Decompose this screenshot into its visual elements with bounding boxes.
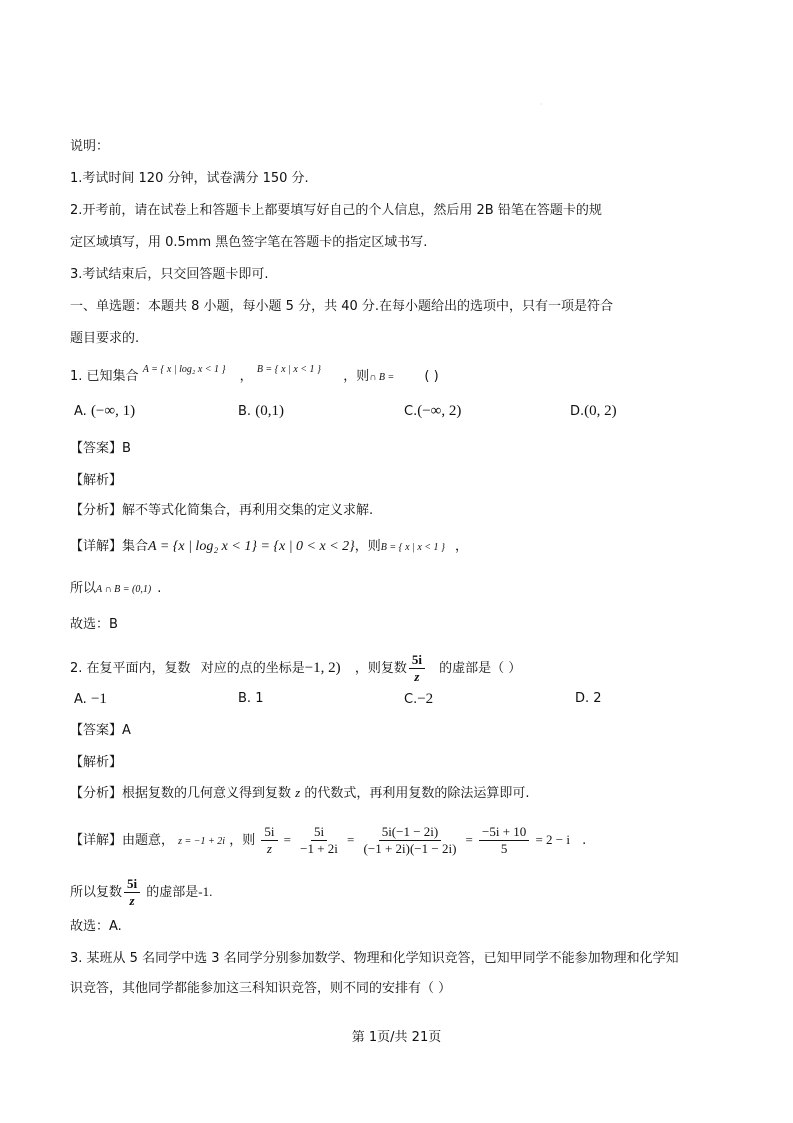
scan-mark: · [540,100,543,109]
question-1 [70,364,439,387]
question-3-line-2: 识竞答，其他同学都能参加这三科知识竞答，则不同的安排有（ ） [70,981,452,996]
question-1-conclusion-math: A ∩ B = (0,1) [96,584,152,595]
question-2-fraction: $\frac{5i}{z}$ [409,652,425,685]
question-1-detail-set-b: B = { x | x < 1 } [380,542,446,553]
question-2-fenxi: 【分析】根据复数的几何意义得到复数 z 的代数式，再利用复数的除法运算即可. [70,785,530,801]
question-1-answer: 【答案】B [70,441,131,456]
question-1-number: 1. [70,369,83,384]
question-1-option-d: D.(0, 2) [570,403,617,419]
question-1-choice: 故选：B [70,617,118,632]
question-2-answer: 【答案】A [70,723,131,738]
question-3-line-1: 3. 某班从 5 名同学中选 3 名同学分别参加数学、物理和化学知识竞答，已知甲同学不能参加物理和化学知 [70,951,679,966]
question-1-fenxi: 【分析】解不等式化简集合，再利用交集的定义求解. [70,503,374,518]
question-2-analysis-tag: 【解析】 [70,755,123,770]
question-2-detail-frac-3: $\frac{5i(-1 - 2i)}{(-1 + 2i)(-1 - 2i)}$ [363,824,457,856]
question-2: 2. 在复平面内，复数 对应的点的坐标是−1, 2) ，则复数 $\frac{5i}{z}$ 的虚部是（ ） [70,652,522,684]
question-1-analysis-tag: 【解析】 [70,473,123,488]
question-1-then: ，则 [343,369,370,384]
question-1-set-b: B = { x | x < 1 } [256,364,322,375]
question-2-conclusion-value: -1. [198,884,213,899]
question-1-stem: 已知集合 [86,369,139,384]
question-1-conclusion: 所以A ∩ B = (0,1) . [70,581,162,596]
question-1-detail: 【详解】集合A = {x | log₂ x < 1} = {x | 0 < x < 2}，则B = { x | x < 1 } ， [70,539,469,554]
section-heading-line-1: 一、单选题：本题共 8 小题，每小题 5 分，共 40 分.在每小题给出的选项中，只有一项是符合 [70,299,614,314]
question-1-option-c: C.(−∞, 2) [404,403,462,419]
question-2-detail: 【详解】由题意， z = −1 + 2i ，则 $\frac{5i}{z}$ = $\frac{5i}{-1 + 2i}$ = $\frac{5i(-1 - 2i)}{(-1 + 2i)(-1 - 2i)}$ = $\frac{-5i + 10}{5}$ = 2 − i . [70,824,587,856]
notes-item-1: 1.考试时间 120 分钟，试卷满分 150 分. [70,171,309,186]
question-2-detail-frac-4: $\frac{-5i + 10}{5}$ [479,824,529,857]
notes-item-3: 定区域填写，用 0.5mm 黑色签字笔在答题卡的指定区域书写. [70,235,428,250]
question-1-separator: ， [239,369,253,384]
question-2-option-d: D. 2 [575,691,602,706]
question-2-conclusion-frac: $\frac{5i}{z}$ [124,876,140,909]
question-2-detail-z: z = −1 + 2i [178,836,226,847]
page-footer: 第 1页/共 21页 [351,1030,442,1045]
question-2-detail-frac-2: $\frac{5i}{-1 + 2i}$ [300,824,338,856]
question-2-option-b: B. 1 [238,691,264,706]
section-heading-line-2: 题目要求的. [70,331,140,346]
question-2-detail-frac-1: $\frac{5i}{z}$ [261,824,277,857]
question-2-choice: 故选：A. [70,919,122,934]
notes-item-4: 3.考试结束后，只交回答题卡即可. [70,267,269,282]
question-1-paren: ( ) [424,369,439,384]
notes-item-2: 2.开考前，请在试卷上和答题卡上都要填写好自己的个人信息，然后用 2B 铅笔在答题卡的规 [70,203,602,218]
question-2-point: −1, 2) [304,660,341,676]
notes-heading: 说明： [70,139,110,154]
question-2-option-a: A. −1 [74,691,107,707]
question-1-intersection: ∩ B = [369,372,395,383]
question-1-option-b: B. (0,1) [238,403,284,419]
question-1-option-a: A. (−∞, 1) [74,403,136,419]
question-2-option-c: C.−2 [404,691,434,707]
question-1-set-a: A = { x | log₂ x < 1 } [142,364,226,375]
question-2-detail-result: = 2 − i [535,832,570,847]
question-2-conclusion: 所以复数 $\frac{5i}{z}$ 的虚部是-1. [70,876,213,908]
question-1-detail-math: A = {x | log₂ x < 1} = {x | 0 < x < 2} [148,539,355,554]
